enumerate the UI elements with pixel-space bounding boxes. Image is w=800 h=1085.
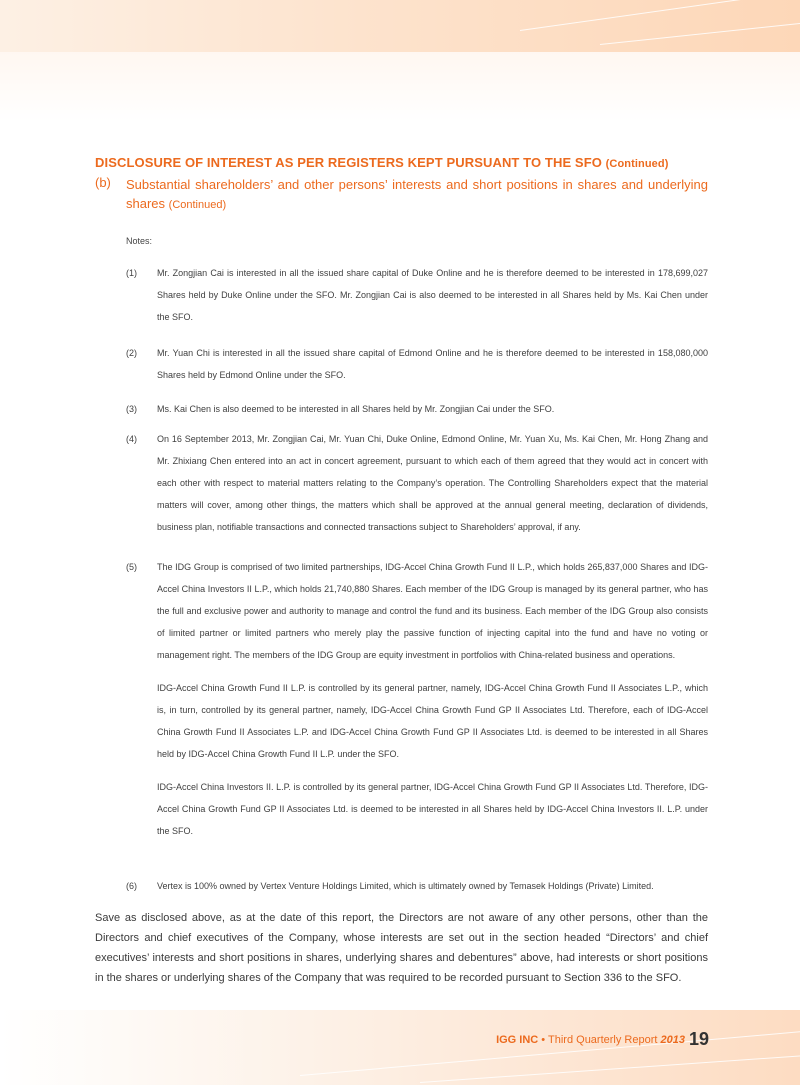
subheading — [126, 175, 708, 215]
note-number: (6) — [126, 881, 137, 891]
footer-bullet: • — [541, 1034, 546, 1046]
note-paragraph: Mr. Zongjian Cai is interested in all the issued share capital of Duke Online and he is therefore deemed to be interested in 178,699,027 Shares held by Duke Online under the SFO. Mr. Zongjian Cai is also deemed to be interested in all Shares held by Ms. Kai Chen under the SFO. — [157, 268, 708, 322]
note-paragraph: IDG-Accel China Investors II. L.P. is controlled by its general partner, IDG-Accel China Growth Fund GP II Associates Ltd. Therefore, IDG-Accel China Growth Fund GP II Associates Ltd. is deemed to be interested in all Shares held by IDG-Accel China Investors II. L.P. under the SFO. — [157, 782, 708, 836]
note-1 — [126, 262, 708, 328]
note-number: (2) — [126, 348, 137, 358]
footer-report-info — [496, 1034, 685, 1046]
section-heading-title: DISCLOSURE OF INTEREST AS PER REGISTERS KEPT PURSUANT TO THE SFO — [95, 155, 602, 170]
page-number: 19 — [689, 1029, 710, 1049]
subheading-label: (b) — [95, 175, 111, 190]
note-paragraph: Vertex is 100% owned by Vertex Venture Holdings Limited, which is ultimately owned by Temasek Holdings (Private) Limited. — [157, 881, 654, 891]
note-paragraph: The IDG Group is comprised of two limited partnerships, IDG-Accel China Growth Fund II L.P., which holds 265,837,000 Shares and IDG-Accel China Investors II L.P., which holds 21,740,880 Shares. Each member of the IDG Group is managed by its general partner, who has the full and exclusive power and authority to manage and control the fund and its business. Each member of the IDG Group also consists of limited partner or limited partners who merely play the passive function of injecting capital into the fund and have no voting or management right. The members of the IDG Group are equity investment in portfolios with China-related business and operations. — [157, 562, 708, 660]
note-2 — [126, 342, 708, 386]
note-paragraph: IDG-Accel China Growth Fund II L.P. is controlled by its general partner, namely, IDG-Accel China Growth Fund II Associates L.P., which is, in turn, controlled by its general partner, namely, IDG-Accel China Growth Fund GP II Associates Ltd. Therefore, each of IDG-Accel China Growth Fund II Associates L.P. and IDG-Accel China Growth Fund GP II Associates Ltd. is deemed to be interested in all Shares held by IDG-Accel China Growth Fund II L.P. under the SFO. — [157, 683, 708, 759]
section-heading-continued: (Continued) — [605, 158, 669, 170]
note-4 — [126, 428, 708, 538]
footer-year: 2013 — [660, 1034, 685, 1046]
section-heading — [95, 155, 735, 170]
footer-report: Third Quarterly Report — [548, 1034, 658, 1046]
summary-paragraph: Save as disclosed above, as at the date of this report, the Directors are not aware of any other persons, other than the Directors and chief executives of the Company, whose interests are set out in the section headed “Directors’ and chief executives’ interests and short positions in shares, underlying shares and debentures” above, had interests or short positions in the shares or underlying shares of the Company that was required to be recorded pursuant to Section 336 to the SFO. — [95, 912, 708, 984]
subheading-continued: (Continued) — [168, 199, 227, 211]
note-number: (4) — [126, 434, 137, 444]
footer-band — [0, 1010, 800, 1085]
footer-company: IGG INC — [496, 1034, 539, 1046]
note-paragraph: Ms. Kai Chen is also deemed to be interested in all Shares held by Mr. Zongjian Cai under the SFO. — [157, 404, 555, 414]
note-6 — [126, 875, 708, 897]
note-number: (5) — [126, 562, 137, 572]
note-paragraph: On 16 September 2013, Mr. Zongjian Cai, Mr. Yuan Chi, Duke Online, Edmond Online, Mr. Yuan Xu, Ms. Kai Chen, Mr. Hong Zhang and Mr. Zhixiang Chen entered into an act in concert agreement, pursuant to which each of them agreed that they would act in concert with each other with respect to material matters relating to the Company’s operation. The Controlling Shareholders expect that the material matters will cover, among other things, the matters which shall be approved at the annual general meeting, declaration of dividends, business plan, notifiable transactions and connected transactions subject to Shareholders’ approval, if any. — [157, 434, 708, 532]
notes-label: Notes: — [126, 236, 153, 246]
subheading-text: Substantial shareholders’ and other persons’ interests and short positions in shares and underlying shares — [126, 177, 708, 211]
note-number: (1) — [126, 268, 137, 278]
note-number: (3) — [126, 404, 137, 414]
note-paragraph: Mr. Yuan Chi is interested in all the issued share capital of Edmond Online and he is therefore deemed to be interested in 158,080,000 Shares held by Edmond Online under the SFO. — [157, 348, 708, 380]
note-3 — [126, 398, 708, 420]
note-5 — [126, 556, 708, 842]
header-band-fade — [0, 52, 800, 122]
